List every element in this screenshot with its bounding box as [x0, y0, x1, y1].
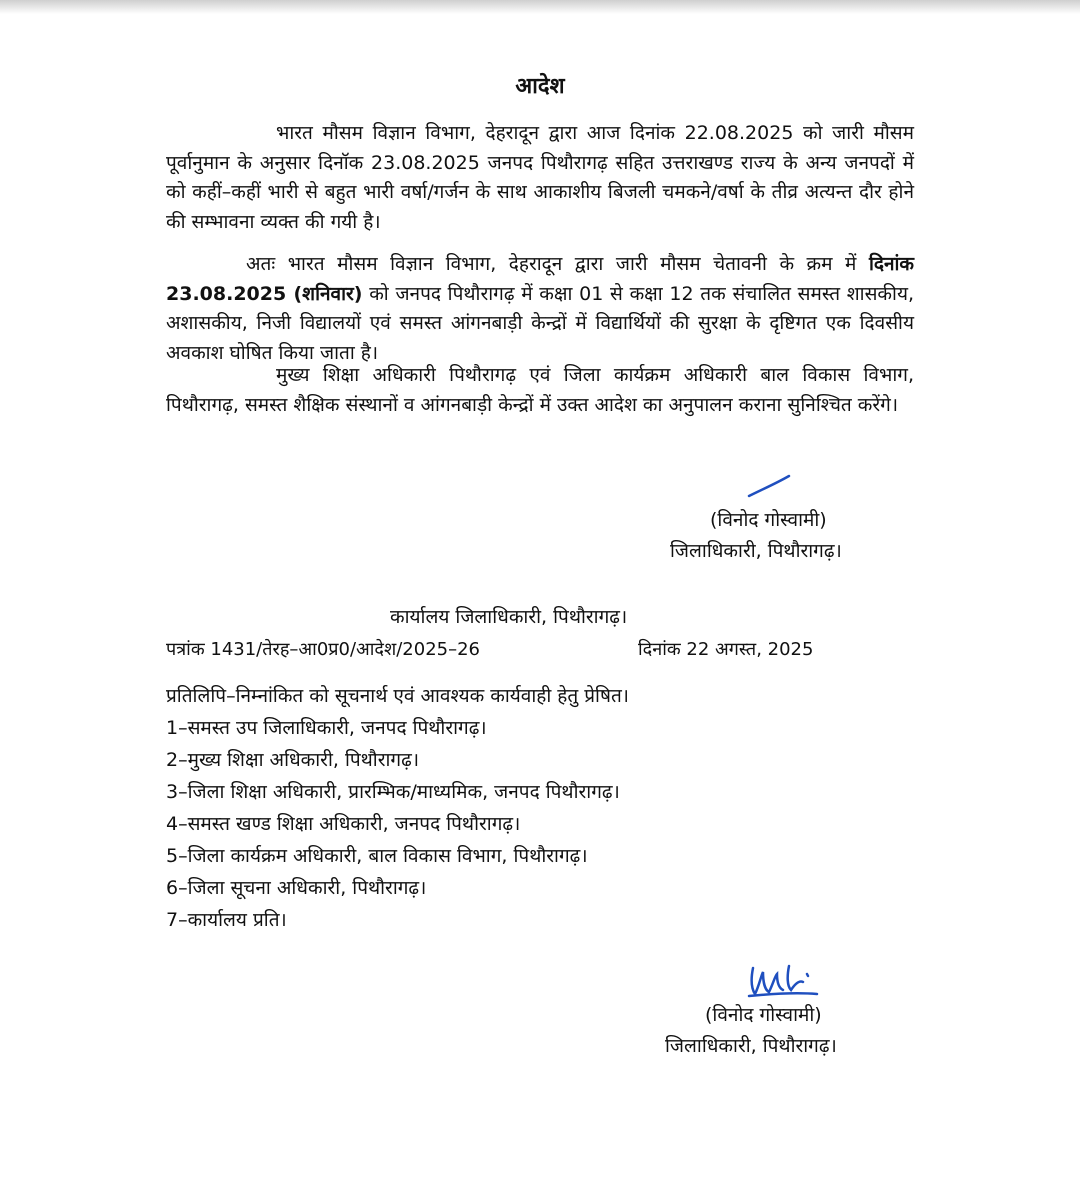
reference-date: दिनांक 22 अगस्त, 2025	[638, 639, 814, 660]
holiday-date-bold: दिनांक 23.08.2025 (शनिवार)	[166, 253, 915, 305]
paragraph-1-text: भारत मौसम विज्ञान विभाग, देहरादून द्वारा आज दिनांक 22.08.2025 को जारी मौसम पूर्वानुमान के अनुसार दिनॉक 23.08.2025 जनपद पिथौरागढ़ सहित उत्तराखण्ड राज्य के अन्य जनपदों में को कहीं–कहीं भारी से बहुत भारी वर्षा/गर्जन के साथ आकाशीय बिजली चमकने/वर्षा के तीव्र अत्यन्त दौर होने की सम्भावना व्यक्त की गयी है।	[166, 122, 914, 233]
list-item: 4–समस्त खण्ड शिक्षा अधिकारी, जनपद पिथौरागढ़।	[166, 813, 521, 835]
list-item: 7–कार्यालय प्रति।	[166, 909, 287, 931]
signature-scribble	[745, 960, 825, 1000]
signatory-name: (विनोद गोस्वामी)	[705, 1004, 822, 1026]
reference-row	[166, 637, 866, 661]
list-item: 2–मुख्य शिक्षा अधिकारी, पिथौरागढ़।	[166, 749, 420, 771]
copy-recipients-list	[166, 680, 906, 936]
reference-number: पत्रांक 1431/तेरह–आ0प्र0/आदेश/2025–26	[166, 639, 480, 660]
paragraph-2-rest: को जनपद पिथौरागढ़ में कक्षा 01 से कक्षा 12 तक संचालित समस्त शासकीय, अशासकीय, निजी विद्यालयों एवं समस्त आंगनबाड़ी केन्द्रों में विद्यार्थियों की सुरक्षा के दृष्टिगत एक दिवसीय अवकाश घोषित किया जाता है।	[166, 282, 915, 364]
paragraph-compliance	[166, 361, 914, 420]
office-heading: कार्यालय जिलाधिकारी, पिथौरागढ़।	[390, 606, 628, 628]
signatory-name: (विनोद गोस्वामी)	[710, 509, 827, 531]
signature-tick-mark	[745, 472, 795, 502]
list-item: 3–जिला शिक्षा अधिकारी, प्रारम्भिक/माध्यमिक, जनपद पिथौरागढ़।	[166, 781, 620, 803]
list-item: 6–जिला सूचना अधिकारी, पिथौरागढ़।	[166, 877, 427, 899]
list-item: 5–जिला कार्यक्रम अधिकारी, बाल विकास विभाग, पिथौरागढ़।	[166, 845, 588, 867]
paragraph-holiday-declaration	[166, 250, 914, 368]
signature-block-2	[665, 1000, 915, 1062]
document-title: आदेश	[515, 74, 565, 99]
order-document	[160, 0, 920, 1204]
signature-block-1	[670, 505, 920, 567]
signatory-designation: जिलाधिकारी, पिथौरागढ़।	[670, 540, 842, 562]
paragraph-2-start: अतः भारत मौसम विज्ञान विभाग, देहरादून द्वारा जारी मौसम चेतावनी के क्रम में	[246, 253, 857, 275]
paragraph-weather-forecast	[166, 119, 914, 237]
list-item: 1–समस्त उप जिलाधिकारी, जनपद पिथौरागढ़।	[166, 717, 487, 739]
paragraph-3-text: मुख्य शिक्षा अधिकारी पिथौरागढ़ एवं जिला कार्यक्रम अधिकारी बाल विकास विभाग, पिथौरागढ़, समस्त शैक्षिक संस्थानों व आंगनबाड़ी केन्द्रों में उक्त आदेश का अनुपालन कराना सुनिश्चित करेंगे।	[166, 364, 914, 416]
copy-intro: प्रतिलिपि–निम्नांकित को सूचनार्थ एवं आवश्यक कार्यवाही हेतु प्रेषित।	[166, 685, 629, 707]
signatory-designation: जिलाधिकारी, पिथौरागढ़।	[665, 1035, 837, 1057]
